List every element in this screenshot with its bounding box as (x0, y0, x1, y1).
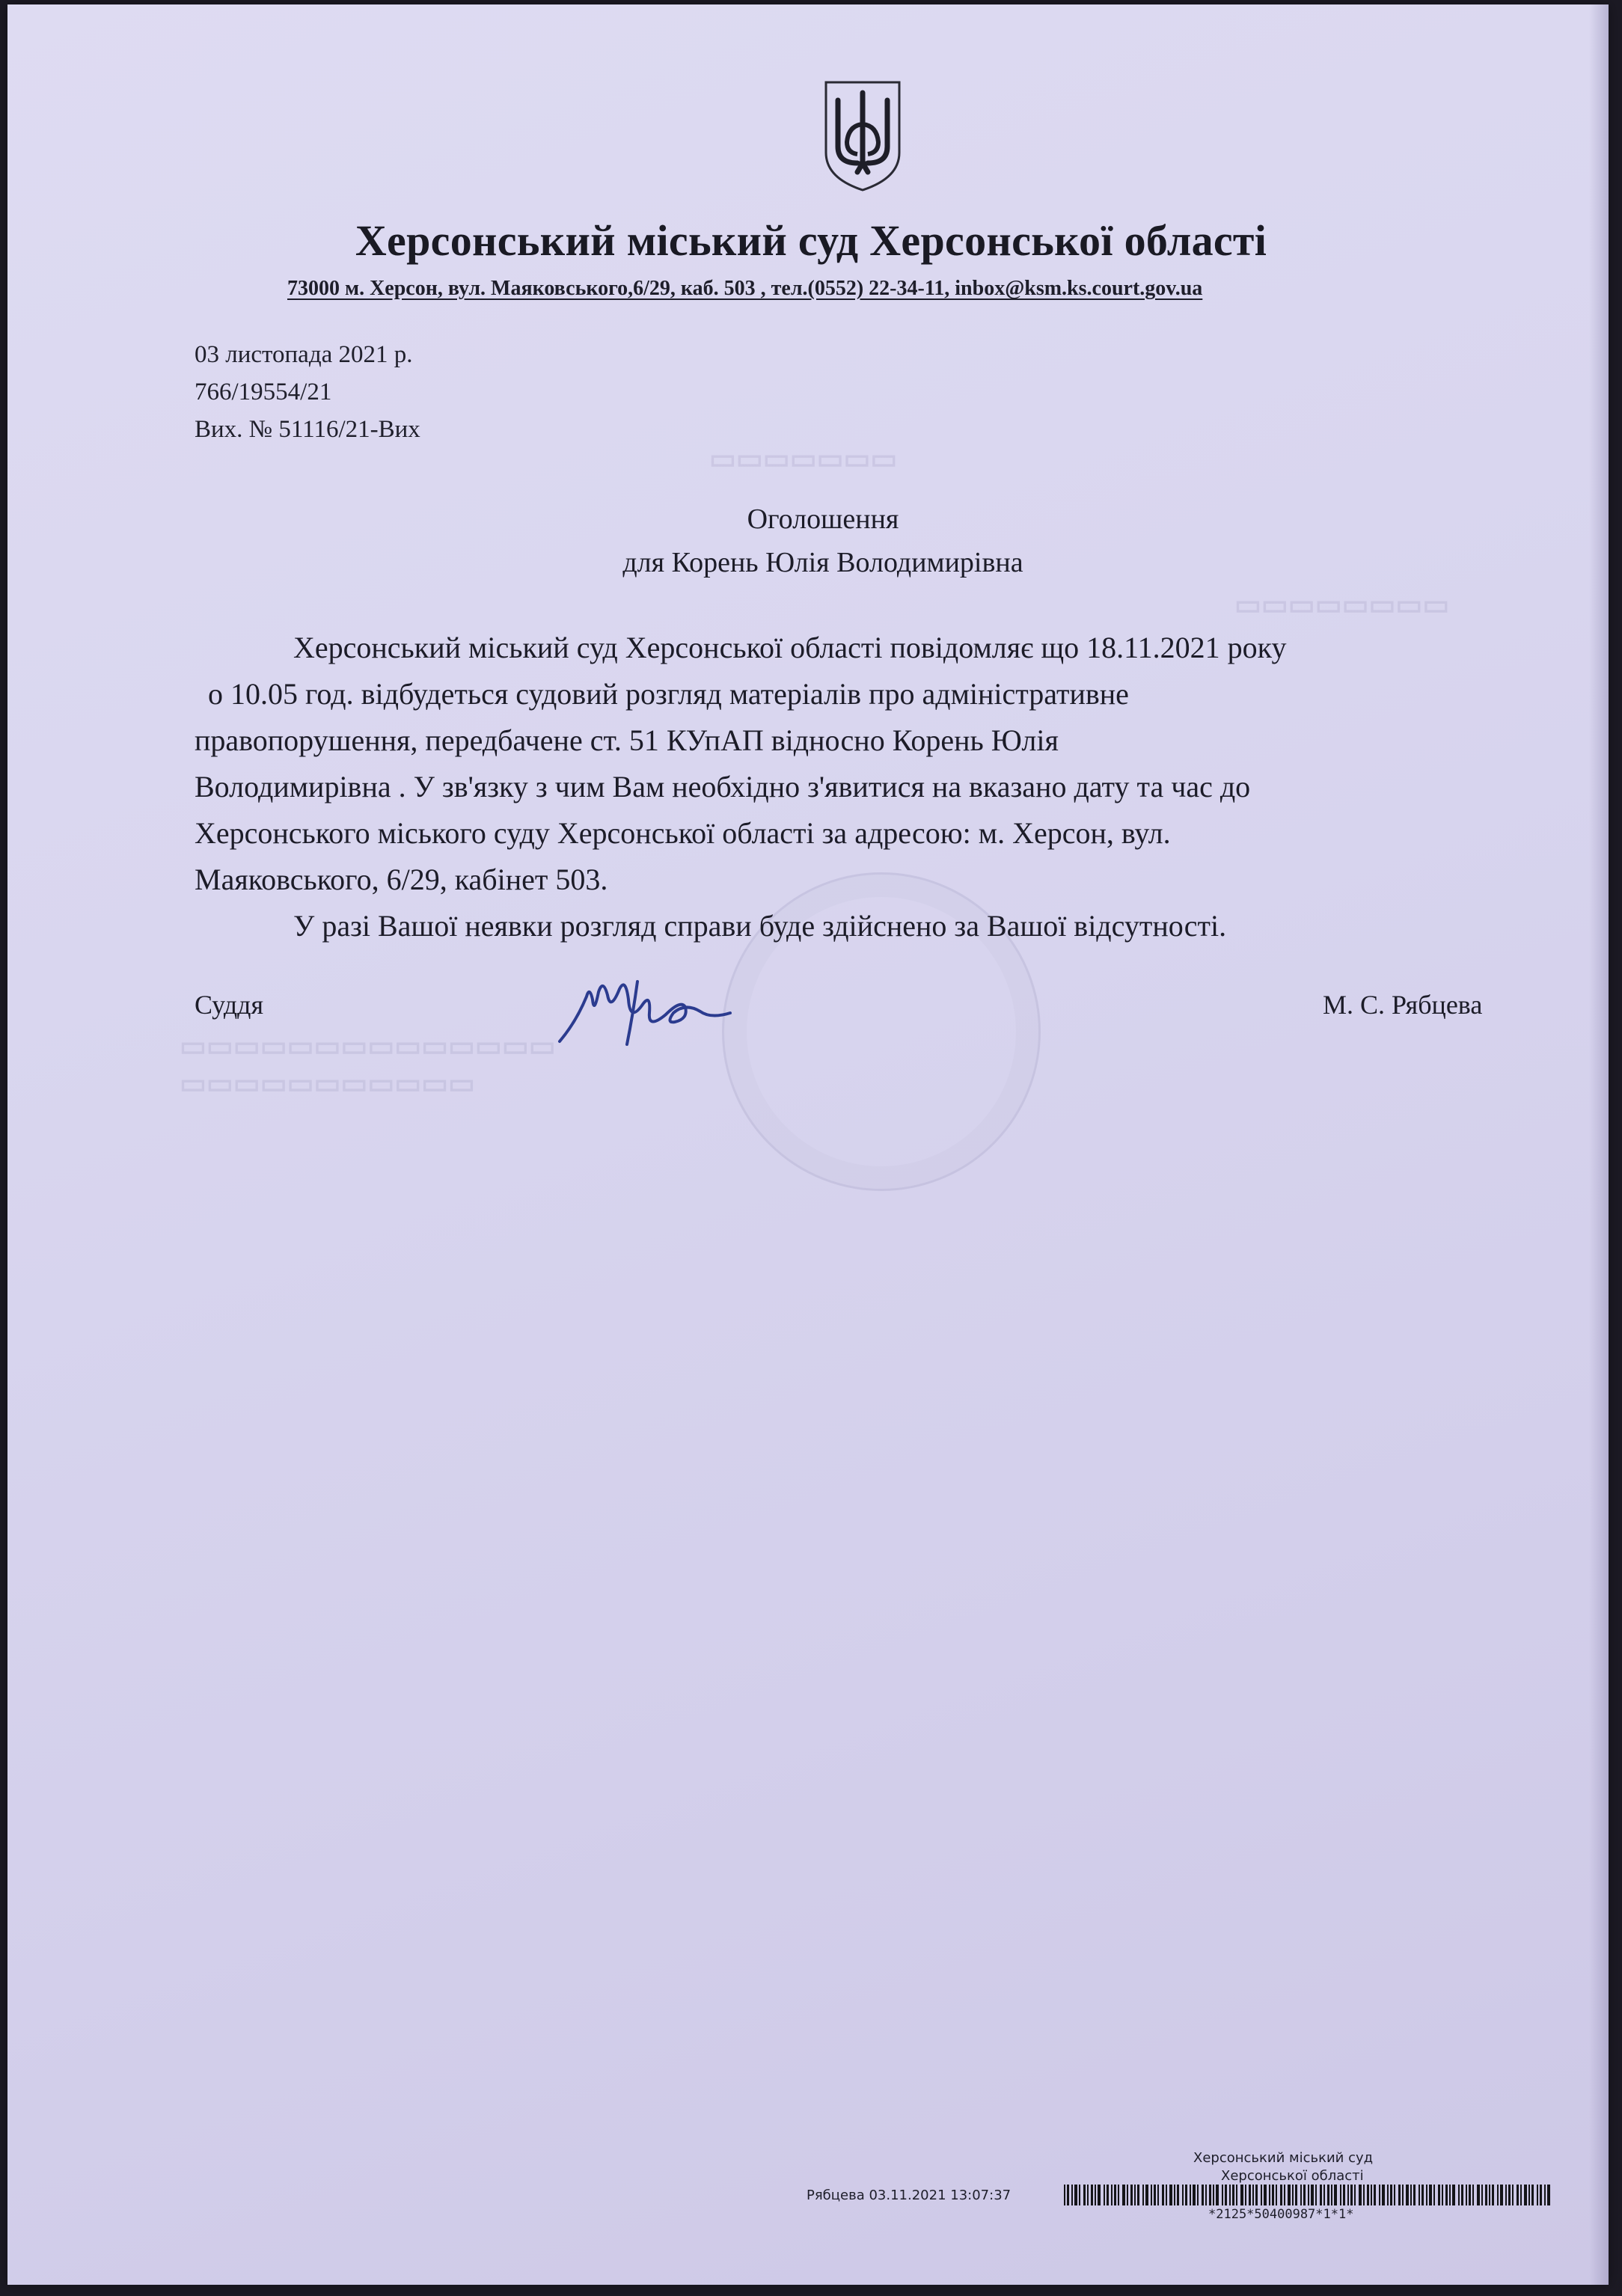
footer-court-name-line2: Херсонської області (1221, 2168, 1364, 2184)
bleed-through-mark: ▭▭▭▭▭▭▭▭ (1234, 590, 1450, 621)
body-paragraph-line: о 10.05 год. відбудеться судовий розгляд матеріалів про адміністративне (208, 677, 1129, 711)
document-date: 03 листопада 2021 р. (195, 341, 413, 368)
footer-court-name-line1: Херсонський міський суд (1193, 2150, 1374, 2166)
document-page (7, 4, 1609, 2285)
body-paragraph-line: Херсонського міського суду Херсонської області за адресою: м. Херсон, вул. (195, 816, 1171, 850)
bleed-through-mark: ▭▭▭▭▭▭▭▭▭▭▭▭▭▭ (180, 1031, 556, 1062)
body-paragraph-line: Маяковського, 6/29, кабінет 503. (195, 863, 608, 896)
page-edge-shadow (1589, 4, 1609, 2285)
notice-recipient: для Корень Юлія Володимирівна (622, 547, 1023, 578)
court-address-line: 73000 м. Херсон, вул. Маяковського,6/29, каб. 503 , тел.(0552) 22-34-11, inbox@ksm.ks.court.gov.ua (287, 277, 1203, 300)
bleed-through-mark: ▭▭▭▭▭▭▭ (709, 444, 898, 475)
judge-role-label: Суддя (195, 990, 264, 1020)
body-paragraph-line: Володимирівна . У зв'язку з чим Вам необхідно з'явитися на вказано дату та час до (195, 770, 1251, 803)
body-paragraph-line: правопорушення, передбачене ст. 51 КУпАП відносно Корень Юлія (195, 723, 1059, 757)
judge-name: М. С. Рябцева (1323, 990, 1483, 1020)
notice-title: Оголошення (747, 503, 899, 535)
court-name-heading: Херсонський міський суд Херсонської області (355, 216, 1267, 265)
case-number: 766/19554/21 (195, 379, 332, 405)
bleed-through-mark: ▭▭▭▭▭▭▭▭▭▭▭ (180, 1068, 475, 1100)
trident-coat-of-arms-icon (821, 79, 904, 193)
handwritten-signature (554, 970, 741, 1052)
body-paragraph-line: У разі Вашої неявки розгляд справи буде здійснено за Вашої відсутності. (293, 909, 1227, 943)
body-paragraph-line: Херсонський міський суд Херсонської області повідомляє що 18.11.2021 року (293, 631, 1287, 664)
footer-signer-timestamp: Рябцева 03.11.2021 13:07:37 (807, 2188, 1012, 2203)
footer-barcode-code: *2125*50400987*1*1* (1208, 2207, 1354, 2222)
document-barcode (1064, 2185, 1555, 2205)
outgoing-number: Вих. № 51116/21-Вих (195, 416, 420, 443)
